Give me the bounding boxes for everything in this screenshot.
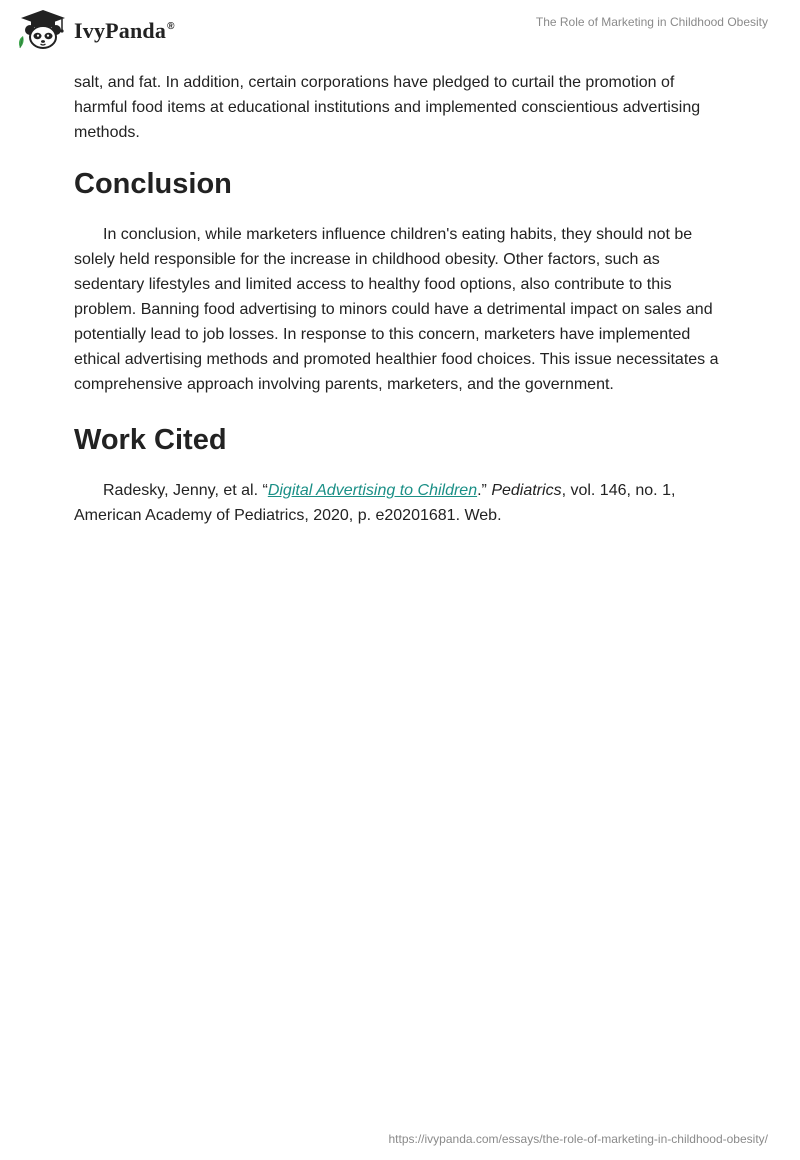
citation-link[interactable]: Digital Advertising to Children <box>267 482 478 499</box>
brand-name: IvyPanda® <box>74 18 175 43</box>
citation-entry <box>74 478 726 528</box>
registered-mark: ® <box>167 21 175 32</box>
intro-paragraph: salt, and fat. In addition, certain corporations have pledged to curtail the promotion of harmful food items at educational institutions and implemented conscientious advertising methods. <box>74 74 701 141</box>
works-cited-heading: Work Cited <box>74 424 227 456</box>
essay-content <box>74 70 726 528</box>
panda-graduation-cap-icon <box>14 8 70 52</box>
citation-authors: Radesky, Jenny, et al. “ <box>103 482 268 499</box>
conclusion-paragraph: In conclusion, while marketers influence children's eating habits, they should not be solely held responsible for the increase in childhood obesity. Other factors, such as sedentary lifestyles and limited access to healthy food options, also contribute to this problem. Banning food advertising to minors could have a detrimental impact on sales and potentially lead to job losses. In response to this concern, marketers have implemented ethical advertising methods and promoted healthier food choices. This issue necessitates a comprehensive approach involving parents, marketers, and the government. <box>74 226 719 393</box>
document-title: The Role of Marketing in Childhood Obesity <box>535 15 768 29</box>
citation-after-link: .” <box>477 482 492 499</box>
conclusion-heading: Conclusion <box>74 168 232 200</box>
citation-journal: Pediatrics <box>491 482 562 499</box>
brand-logo[interactable] <box>14 8 175 52</box>
page-header <box>0 0 800 64</box>
footer-url[interactable]: https://ivypanda.com/essays/the-role-of-marketing-in-childhood-obesity/ <box>388 1132 768 1146</box>
citation-details: , vol. 146, no. 1, American Academy of Pediatrics, 2020, p. e20201681. Web. <box>74 482 676 524</box>
